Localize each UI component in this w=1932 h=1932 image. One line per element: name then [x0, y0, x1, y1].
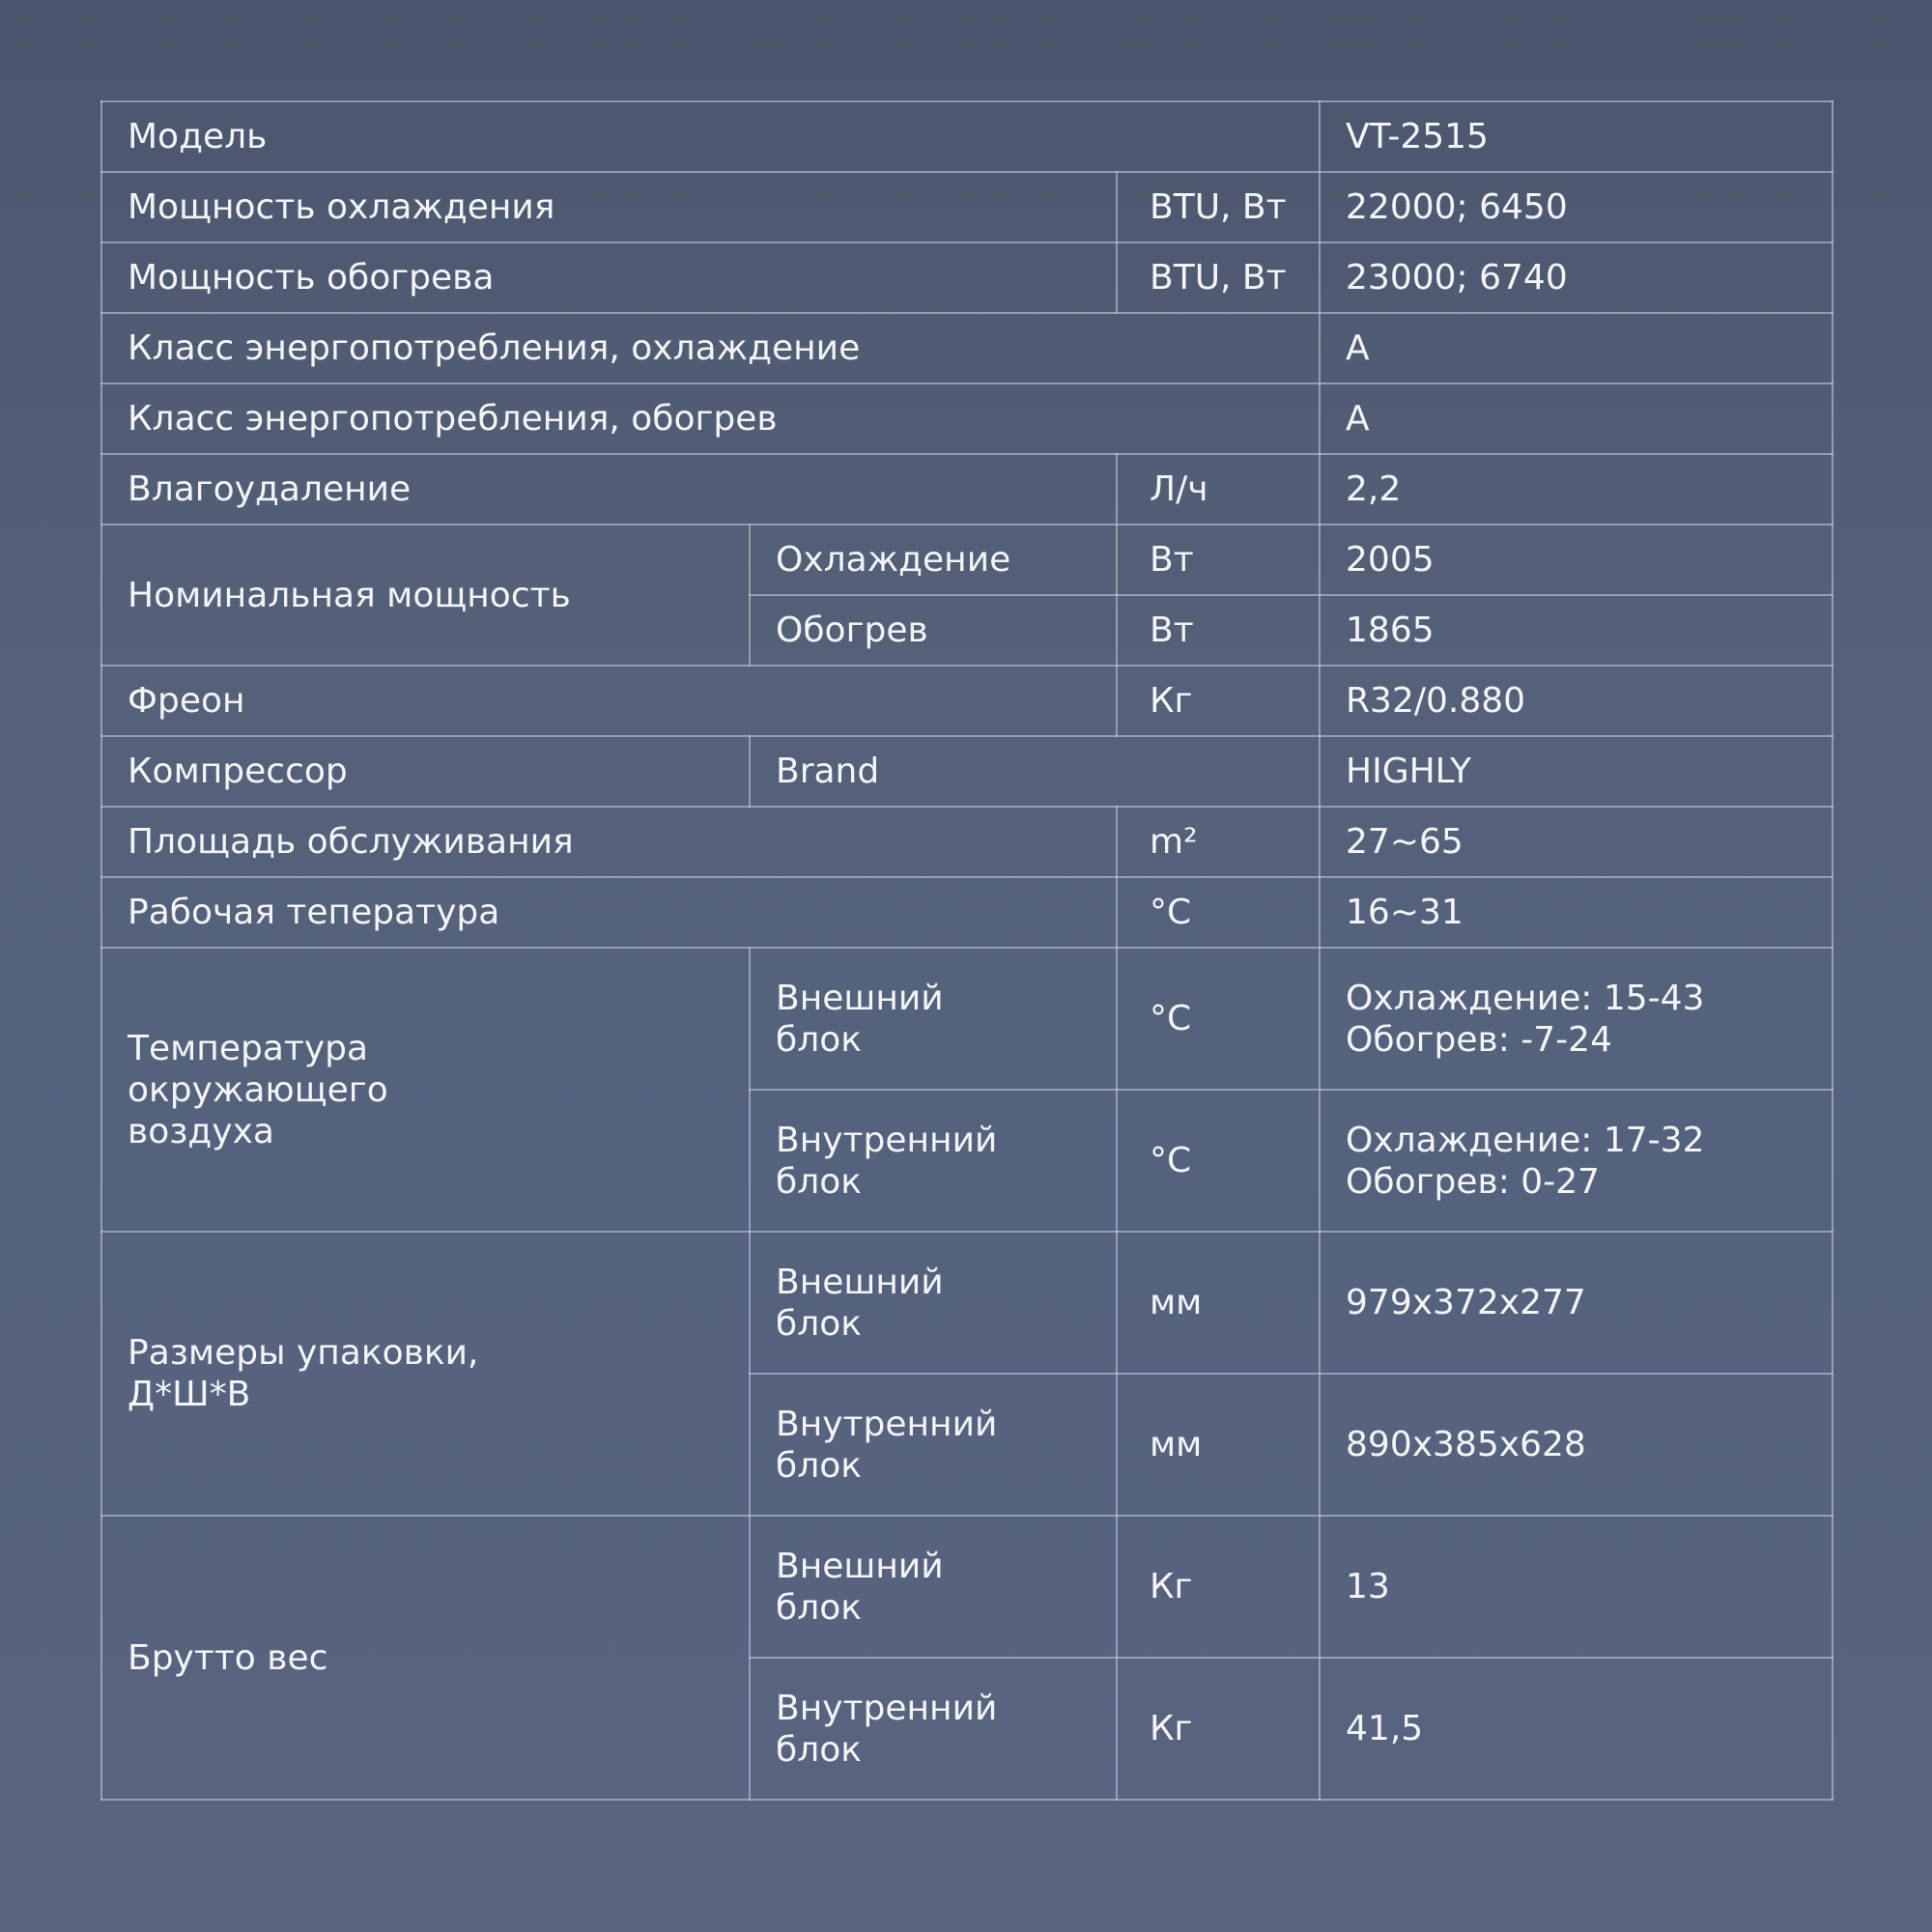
label-ambient-temp: Температура окружающего воздуха	[101, 948, 750, 1232]
sublabel-package-indoor: Внутренний блок	[750, 1374, 1117, 1516]
value-package-indoor: 890x385x628	[1320, 1374, 1833, 1516]
table-row	[101, 666, 1833, 736]
label-dehumidification: Влагоудаление	[101, 454, 1117, 525]
value-weight-outdoor: 13	[1320, 1516, 1833, 1658]
sublabel-ambient-outdoor: Внешний блок	[750, 948, 1117, 1090]
label-compressor: Компрессор	[101, 736, 750, 807]
label-model: Модель	[101, 101, 1320, 172]
unit-package-outdoor: мм	[1117, 1232, 1320, 1374]
label-operating-temp: Рабочая тепература	[101, 877, 1117, 948]
label-cooling-power: Мощность охлаждения	[101, 172, 1117, 242]
value-heating-power: 23000; 6740	[1320, 242, 1833, 313]
unit-operating-temp: °C	[1117, 877, 1320, 948]
table-row	[101, 454, 1833, 525]
value-cooling-power: 22000; 6450	[1320, 172, 1833, 242]
unit-nominal-heating: Вт	[1117, 595, 1320, 666]
unit-service-area: m²	[1117, 807, 1320, 877]
label-package-size: Размеры упаковки, Д*Ш*В	[101, 1232, 750, 1516]
label-service-area: Площадь обслуживания	[101, 807, 1117, 877]
table-row	[101, 172, 1833, 242]
table-row	[101, 313, 1833, 384]
value-nominal-cooling: 2005	[1320, 525, 1833, 595]
unit-package-indoor: мм	[1117, 1374, 1320, 1516]
value-service-area: 27~65	[1320, 807, 1833, 877]
sublabel-weight-indoor: Внутренний блок	[750, 1658, 1117, 1800]
label-nominal-power: Номинальная мощность	[101, 525, 750, 666]
table-row	[101, 807, 1833, 877]
table-row	[101, 101, 1833, 172]
sublabel-nominal-heating: Обогрев	[750, 595, 1117, 666]
unit-nominal-cooling: Вт	[1117, 525, 1320, 595]
unit-ambient-outdoor: °C	[1117, 948, 1320, 1090]
value-freon: R32/0.880	[1320, 666, 1833, 736]
table-row	[101, 384, 1833, 454]
value-ambient-indoor: Охлаждение: 17-32 Обогрев: 0-27	[1320, 1090, 1833, 1232]
table-row	[101, 1516, 1833, 1658]
unit-heating-power: BTU, Вт	[1117, 242, 1320, 313]
sublabel-weight-outdoor: Внешний блок	[750, 1516, 1117, 1658]
value-ambient-outdoor: Охлаждение: 15-43 Обогрев: -7-24	[1320, 948, 1833, 1090]
value-energy-class-cooling: A	[1320, 313, 1833, 384]
value-operating-temp: 16~31	[1320, 877, 1833, 948]
label-gross-weight: Брутто вес	[101, 1516, 750, 1800]
value-model: VT-2515	[1320, 101, 1833, 172]
label-energy-class-heating: Класс энергопотребления, обогрев	[101, 384, 1320, 454]
value-compressor: HIGHLY	[1320, 736, 1833, 807]
table-row	[101, 877, 1833, 948]
unit-cooling-power: BTU, Вт	[1117, 172, 1320, 242]
table-row	[101, 948, 1833, 1090]
unit-freon: Кг	[1117, 666, 1320, 736]
sublabel-nominal-cooling: Охлаждение	[750, 525, 1117, 595]
table-row	[101, 242, 1833, 313]
sublabel-ambient-indoor: Внутренний блок	[750, 1090, 1117, 1232]
unit-weight-outdoor: Кг	[1117, 1516, 1320, 1658]
sublabel-package-outdoor: Внешний блок	[750, 1232, 1117, 1374]
label-freon: Фреон	[101, 666, 1117, 736]
value-dehumidification: 2,2	[1320, 454, 1833, 525]
table-row	[101, 1232, 1833, 1374]
unit-ambient-indoor: °C	[1117, 1090, 1320, 1232]
value-weight-indoor: 41,5	[1320, 1658, 1833, 1800]
sublabel-compressor-brand: Brand	[750, 736, 1320, 807]
table-row	[101, 736, 1833, 807]
value-nominal-heating: 1865	[1320, 595, 1833, 666]
table-row	[101, 525, 1833, 595]
label-heating-power: Мощность обогрева	[101, 242, 1117, 313]
value-package-outdoor: 979x372x277	[1320, 1232, 1833, 1374]
spec-table	[100, 100, 1833, 1801]
value-energy-class-heating: A	[1320, 384, 1833, 454]
unit-dehumidification: Л/ч	[1117, 454, 1320, 525]
label-energy-class-cooling: Класс энергопотребления, охлаждение	[101, 313, 1320, 384]
unit-weight-indoor: Кг	[1117, 1658, 1320, 1800]
